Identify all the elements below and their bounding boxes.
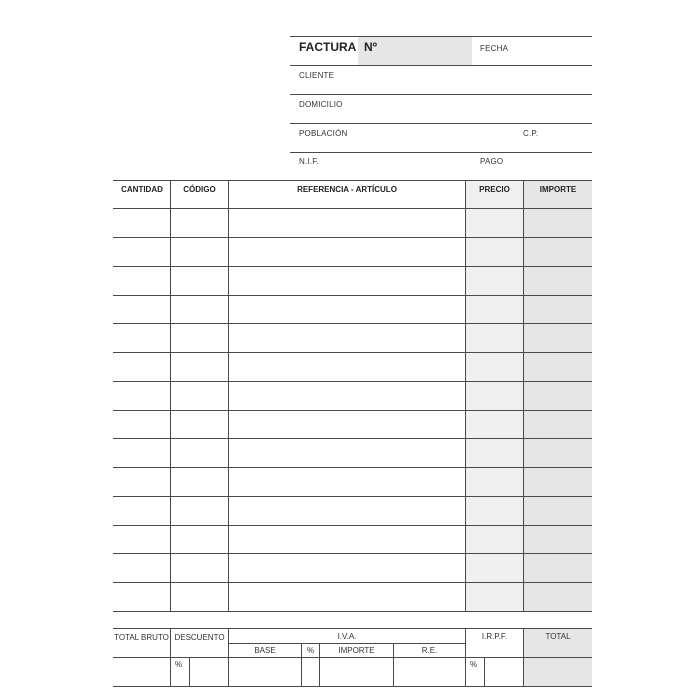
gross-total-field[interactable] — [113, 658, 170, 686]
surcharge-label: R.E. — [421, 646, 438, 655]
invoice-title: FACTURA — [299, 40, 357, 54]
surcharge-field[interactable] — [394, 658, 465, 686]
column-header-price: PRECIO — [479, 185, 510, 194]
tax-id-label: N.I.F. — [299, 157, 319, 166]
vat-percent-field[interactable] — [302, 658, 319, 686]
vat-percent-label: % — [306, 646, 315, 655]
address-field[interactable] — [345, 95, 590, 122]
table-row[interactable] — [113, 238, 592, 266]
table-row[interactable] — [113, 382, 592, 410]
column-header-reference: REFERENCIA - ARTÍCULO — [297, 185, 397, 194]
payment-field[interactable] — [505, 153, 590, 179]
column-header-amount: IMPORTE — [539, 185, 577, 194]
total-field[interactable] — [524, 658, 592, 686]
postal-code-label: C.P. — [523, 129, 539, 138]
vat-amount-field[interactable] — [320, 658, 393, 686]
discount-field[interactable] — [190, 658, 228, 686]
invoice-number-label: Nº — [364, 40, 378, 54]
table-row[interactable] — [113, 583, 592, 611]
table-row[interactable] — [113, 411, 592, 438]
client-field[interactable] — [340, 66, 590, 93]
city-field[interactable] — [348, 124, 518, 151]
postal-code-field[interactable] — [540, 124, 590, 151]
date-label: FECHA — [480, 44, 509, 53]
table-row[interactable] — [113, 468, 592, 496]
withholding-percent-label: % — [470, 660, 478, 669]
column-header-quantity: CANTIDAD — [121, 185, 163, 194]
table-row[interactable] — [113, 209, 592, 237]
discount-label: DESCUENTO — [174, 633, 225, 642]
table-row[interactable] — [113, 526, 592, 553]
vat-amount-label: IMPORTE — [338, 646, 375, 655]
vat-base-field[interactable] — [229, 658, 301, 686]
table-row[interactable] — [113, 296, 592, 323]
client-label: CLIENTE — [299, 71, 335, 80]
table-row[interactable] — [113, 497, 592, 525]
address-label: DOMICILIO — [299, 100, 343, 109]
table-row[interactable] — [113, 267, 592, 295]
vat-subheader-line — [228, 643, 465, 644]
vat-base-label: BASE — [254, 646, 276, 655]
gross-total-label: TOTAL BRUTO — [114, 633, 169, 642]
withholding-label: I.R.P.F. — [481, 632, 508, 641]
invoice-number-field[interactable] — [380, 38, 470, 64]
column-header-code: CÓDIGO — [183, 185, 216, 194]
table-bottom-border — [113, 611, 592, 612]
tax-id-field[interactable] — [322, 153, 472, 179]
table-row[interactable] — [113, 324, 592, 352]
discount-percent-label: % — [175, 660, 183, 669]
table-row[interactable] — [113, 439, 592, 467]
table-row[interactable] — [113, 353, 592, 381]
vat-label: I.V.A. — [337, 632, 357, 641]
city-label: POBLACIÓN — [299, 129, 348, 138]
date-field[interactable] — [510, 38, 590, 64]
table-top-border — [113, 180, 592, 181]
table-row[interactable] — [113, 554, 592, 582]
totals-top-border — [113, 628, 592, 629]
withholding-field[interactable] — [485, 658, 523, 686]
totals-bottom-border — [113, 686, 592, 687]
total-label: TOTAL — [545, 632, 571, 641]
payment-label: PAGO — [480, 157, 504, 166]
